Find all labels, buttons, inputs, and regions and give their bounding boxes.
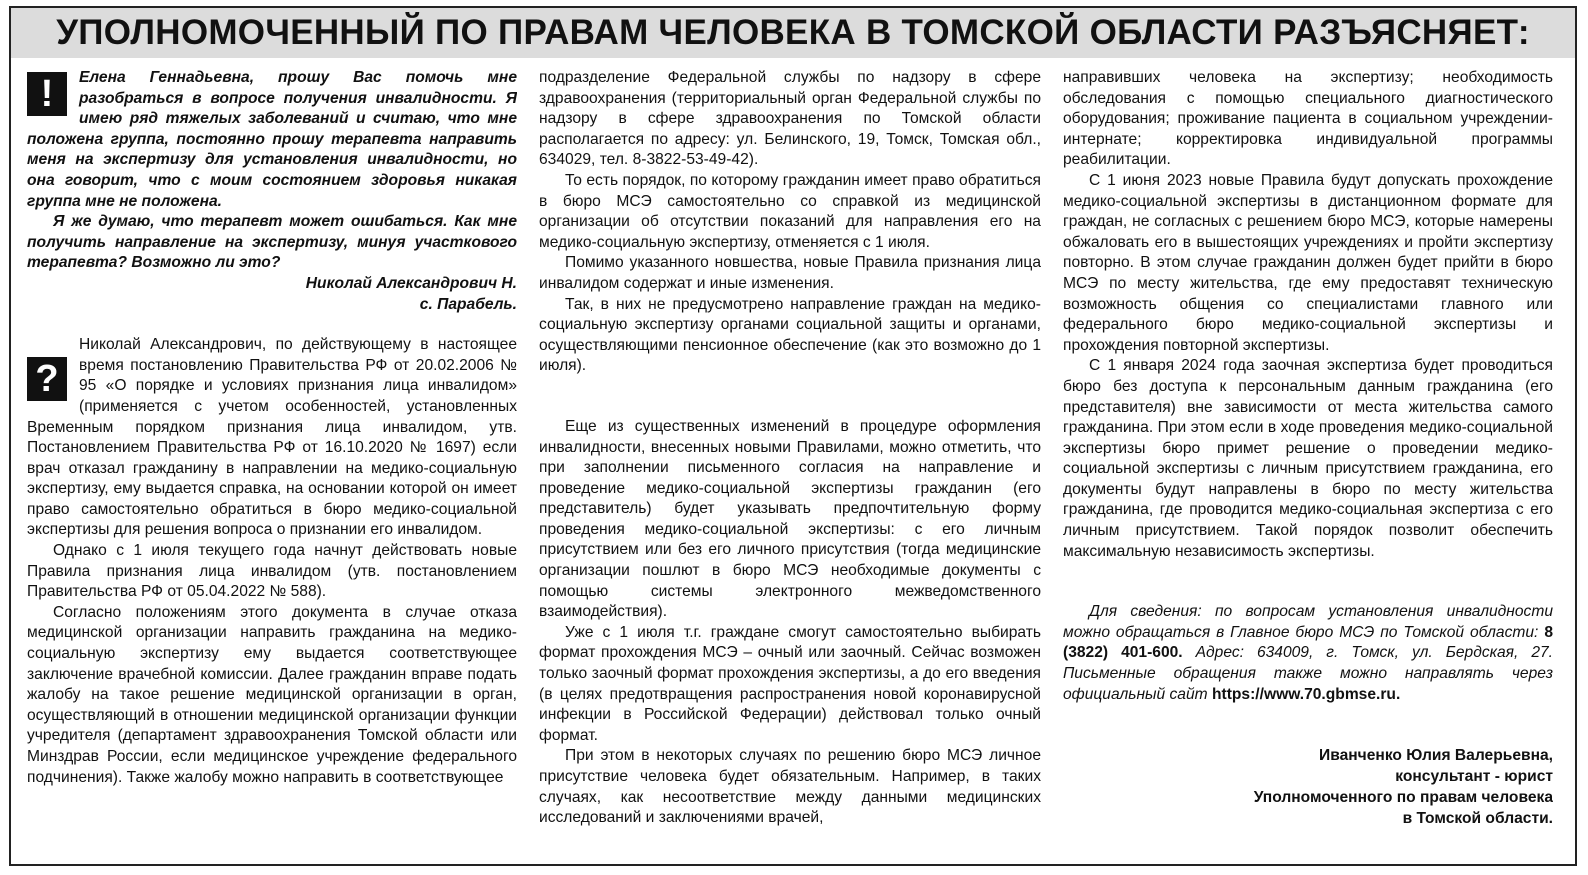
answer-paragraph: ? Николай Александрович, по действующему в настоящее время постановлению Правительства РФ от 20.02.2006 № 95 «О порядке и условиях признания лица инвалидом» (применяется с учетом особенностей, установленных Временным порядком признания лица инвалидом, утв. Постановлением Правительства РФ от 16.10.2020 № 1697) если врач отказал гражданину в направлении на медико-социальную экспертизу, ему выдается справка, на основании которой он имеет право самостоятельно обратиться в бюро медико-социальной экспертизы для решения вопроса о признании его инвалидом. xyxy=(27,336,517,539)
author-name: Иванченко Юлия Валерьевна, xyxy=(1319,747,1553,765)
answer-paragraph: Однако с 1 июля текущего года начнут действовать новые Правила признания лица инвалидом (утв. постановлением Правительства РФ от 05.04.2022 № 588). xyxy=(27,542,517,601)
info-block xyxy=(1063,602,1553,705)
answer-paragraph: Уже с 1 июля т.г. граждане смогут самостоятельно выбирать формат прохождения МСЭ – очный или заочный. Сейчас возможен только заочный формат прохождения экспертизы, а до его введения (в целях предотвращения распространения новой коронавирусной инфекции в Российской Федерации) действовал только очный формат. xyxy=(539,623,1041,744)
answer-paragraph: С 1 января 2024 года заочная экспертиза будет проводиться бюро без доступа к персональным данным гражданина (его представителя) вне зависимости от места жительства самого гражданина. При этом если в ходе проведения медико-социальной экспертизы бюро примет решение о проведении медико-социальной экспертизы с личным присутствием гражданина, его документы будут направлены в бюро по месту жительства гражданина, где проводится медико-социальная экспертиза с его личным присутствием. Такой порядок позволит обеспечить максимальную независимость экспертизы. xyxy=(1063,357,1553,560)
spacer xyxy=(1063,705,1553,745)
column-1 xyxy=(27,68,517,858)
answer-paragraph: То есть порядок, по которому гражданин имеет право обратиться в бюро МСЭ самостоятельно со справкой из медицинской организации об отсутствии показаний для направления его на медико-социальную экспертизу, отменяется с 1 июля. xyxy=(539,171,1041,251)
answer-paragraph: Согласно положениям этого документа в случае отказа медицинской организации направить гражданина на медико-социальную экспертизу ему выдается соответствующее заключение врачебной комиссии. Далее гражданин вправе подать жалобу на такое решение медицинской организации в орган, осуществляющий в отношении медицинской организации функции учредителя (департамент здравоохранения Томской области или Минздрав России, если медицинское учреждение федерального подчинения). Также жалобу можно направить в соответствующее xyxy=(27,603,517,786)
answer-paragraph: подразделение Федеральной службы по надзору в сфере здравоохранения (территориальный орган Федеральной службы по надзору в сфере здравоохранения по Томской области располагается по адресу: ул. Белинского, 19, Томск, Томская обл., 634029, тел. 8-3822-53-49-42). xyxy=(539,69,1041,169)
info-website: https://www.70.gbmse.ru. xyxy=(1211,685,1401,703)
answer-paragraph: Так, в них не предусмотрено направление граждан на медико-социальную экспертизу органами социальной защиты и органами, осуществляющими пенсионное обеспечение (как это возможно до 1 июля). xyxy=(539,295,1041,375)
spacer xyxy=(539,377,1041,417)
reader-question xyxy=(27,68,517,315)
question-paragraph: Елена Геннадьевна, прошу Вас помочь мне разобраться в вопросе получения инвалидности. Я имею ряд тяжелых заболеваний и считаю, что мне положена группа, постоянно прошу терапевта направить меня на экспертизу для установления инвалидности, но она говорит, что с моим состоянием здоровья никакая группа мне не положена. xyxy=(27,69,517,210)
answer-paragraph: Помимо указанного новшества, новые Правила признания лица инвалидом содержат и иные изменения. xyxy=(539,254,1041,292)
answer-start xyxy=(27,335,517,788)
question-signature-name: Николай Александрович Н. xyxy=(305,274,517,292)
spacer xyxy=(27,315,517,335)
info-phone: 8 (3822) 401-600. xyxy=(1063,623,1553,662)
article xyxy=(9,6,1577,866)
answer-paragraph: С 1 июня 2023 новые Правила будут допускать прохождение медико-социальной экспертизы в дистанционном формате для граждан, не согласных с решением бюро МСЭ, которые намерены обжаловать его в вышестоящих учреждениях и пройти экспертизу повторно. В этом случае гражданин должен будет прийти в бюро МСЭ по месту жительства, где ему предоставят техническую возможность общения со специалистами главного или федерального бюро медико-социальной экспертизы и прохождения повторной экспертизы. xyxy=(1063,171,1553,354)
author-org-line-2: в Томской области. xyxy=(1402,810,1553,828)
question-paragraph: Я же думаю, что терапевт может ошибаться. Как мне получить направление на экспертизу, минуя участкового терапевта? Возможно ли это? xyxy=(27,213,517,272)
article-headline: УПОЛНОМОЧЕННЫЙ ПО ПРАВАМ ЧЕЛОВЕКА В ТОМСКОЙ ОБЛАСТИ РАЗЪЯСНЯЕТ: xyxy=(11,8,1575,58)
answer-paragraph: Еще из существенных изменений в процедуре оформления инвалидности, внесенных новыми Правилами, можно отметить, что при заполнении письменного согласия на направление и проведение медико-социальной экспертизы гражданин (его представитель) будет указывать предпочтительную форму проведения медико-социальной экспертизы: с его личным присутствием или без его личного присутствия (тогда медицинские организации пошлют в бюро МСЭ необходимые документы с помощью системы электронного межведомственного взаимодействия). xyxy=(539,417,1041,621)
answer-paragraph: При этом в некоторых случаях по решению бюро МСЭ личное присутствие человека будет обязательным. Например, в таких случаях, как несоответствие между данными медицинских исследований и заключениями врачей, xyxy=(539,747,1041,827)
answer-paragraph: направивших человека на экспертизу; необходимость обследования с помощью специального диагностического оборудования; проживание пациента в социальном учреждении-интернате; корректировка индивидуальной программы реабилитации. xyxy=(1063,69,1553,169)
spacer xyxy=(1063,562,1553,602)
column-3 xyxy=(1063,68,1553,858)
column-2 xyxy=(539,68,1041,858)
exclamation-icon: ! xyxy=(27,72,67,116)
author-block xyxy=(1063,745,1553,829)
info-paragraph: Для сведения: по вопросам установления инвалидности можно обращаться в Главное бюро МСЭ по Томской области: 8 (3822) 401-600. Адрес: 634009, г. Томск, ул. Бердская, 27. Письменные обращения также можно направлять через официальный сайт https://www.70.gbmse.ru. xyxy=(1063,603,1553,703)
question-mark-icon: ? xyxy=(27,357,67,401)
author-position: консультант - юрист xyxy=(1395,768,1553,786)
question-signature-place: с. Парабель. xyxy=(419,295,517,313)
author-org-line-1: Уполномоченного по правам человека xyxy=(1253,789,1553,807)
